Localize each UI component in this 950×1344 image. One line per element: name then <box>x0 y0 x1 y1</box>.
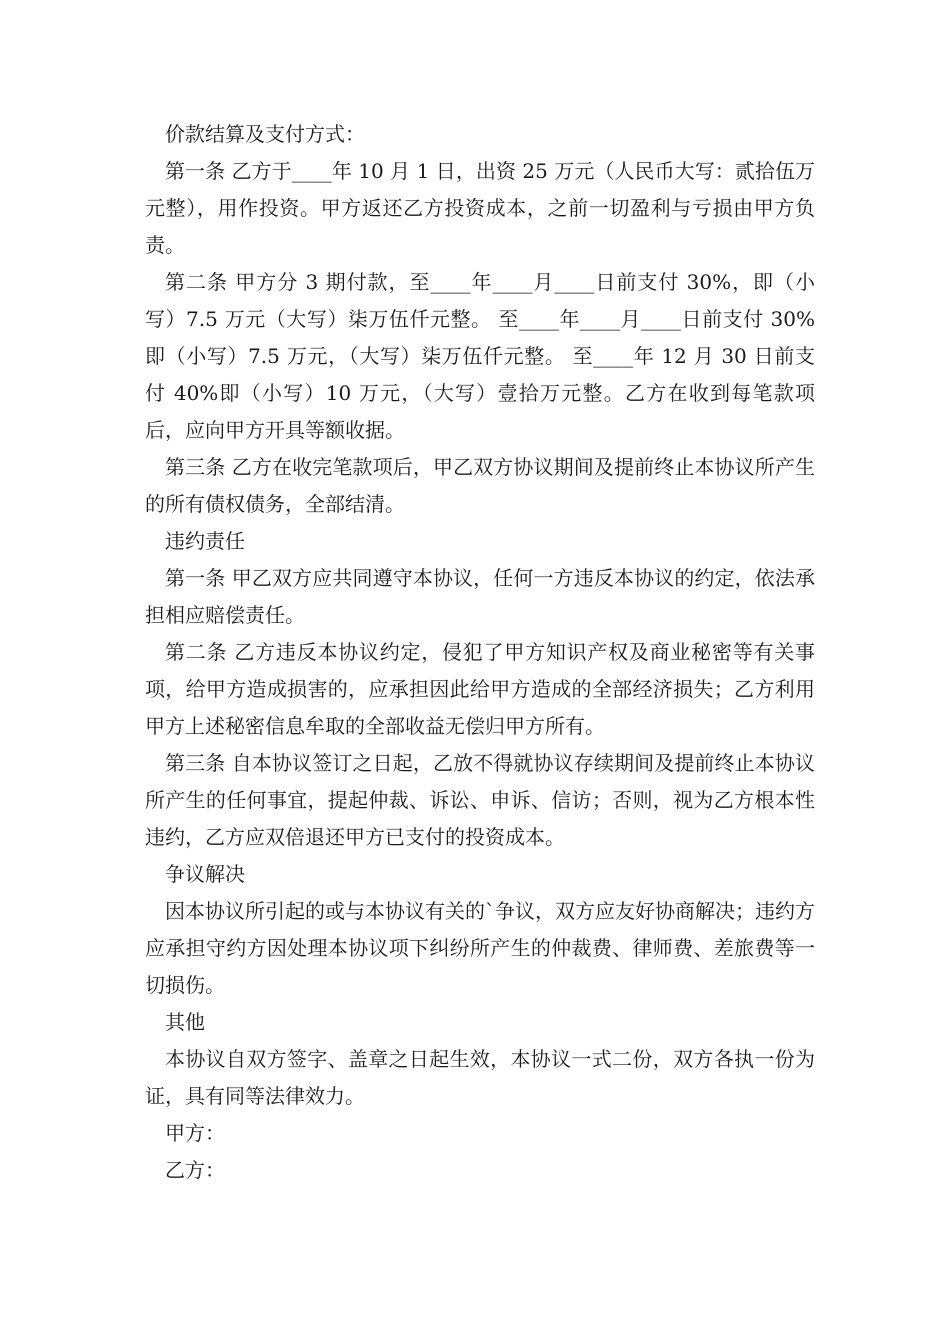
section-heading-payment: 价款结算及支付方式： <box>165 122 365 146</box>
breach-article-2: 第二条 乙方违反本协议约定，侵犯了甲方知识产权及商业秘密等有关事项，给甲方造成损害的，应承担因此给甲方造成的全部经济损失；乙方利用甲方上述秘密信息牟取的全部收益无偿归甲方所有。 <box>145 640 815 738</box>
document-body <box>145 116 815 1189</box>
breach-article-3: 第三条 自本协议签订之日起，乙放不得就协议存续期间及提前终止本协议所产生的任何事宜，提起仲裁、诉讼、申诉、信访；否则，视为乙方根本性违约，乙方应双倍退还甲方已支付的投资成本。 <box>145 751 815 849</box>
other-paragraph: 本协议自双方签字、盖章之日起生效，本协议一式二份，双方各执一份为证，具有同等法律效力。 <box>145 1047 815 1108</box>
signature-party-b: 乙方： <box>165 1158 225 1182</box>
payment-article-2: 第二条 甲方分 3 期付款，至____年____月____日前支付 30%，即（小写）7.5 万元（大写）柒万伍仟元整。 至____年____月____日前支付 30%即（小写）7.5 万元，（大写）柒万伍仟元整。 至____年 12 月 30 日前支付 40%即（小写）10 万元，（大写）壹拾万元整。乙方在收到每笔款项后，应向甲方开具等额收据。 <box>145 270 815 442</box>
payment-article-3: 第三条 乙方在收完笔款项后，甲乙双方协议期间及提前终止本协议所产生的所有债权债务，全部结清。 <box>145 455 815 516</box>
signature-party-a: 甲方： <box>165 1121 225 1145</box>
payment-article-1: 第一条 乙方于____年 10 月 1 日，出资 25 万元（人民币大写：贰拾伍万元整），用作投资。甲方返还乙方投资成本，之前一切盈利与亏损由甲方负责。 <box>145 159 815 257</box>
dispute-paragraph: 因本协议所引起的或与本协议有关的`争议，双方应友好协商解决；违约方应承担守约方因处理本协议项下纠纷所产生的仲裁费、律师费、差旅费等一切损伤。 <box>145 899 815 997</box>
section-heading-other: 其他 <box>165 1010 205 1034</box>
section-heading-breach: 违约责任 <box>165 529 245 553</box>
section-heading-dispute: 争议解决 <box>165 862 245 886</box>
breach-article-1: 第一条 甲乙双方应共同遵守本协议，任何一方违反本协议的约定，依法承担相应赔偿责任。 <box>145 566 815 627</box>
